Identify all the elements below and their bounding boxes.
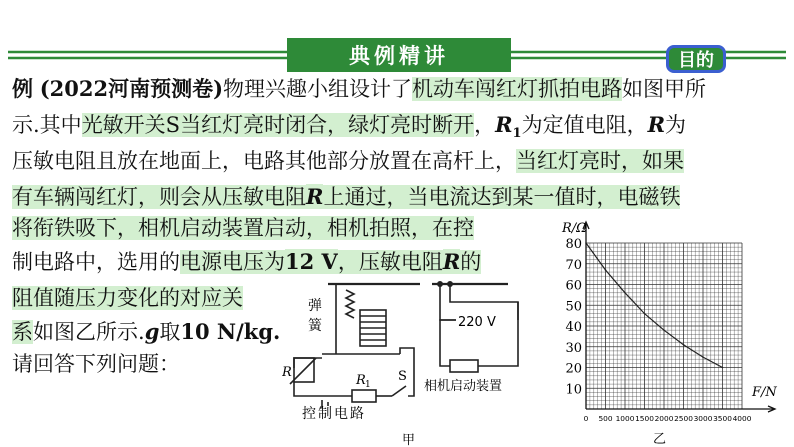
problem-line (12, 144, 684, 178)
y-tick-label: 20 (565, 361, 582, 377)
problem-line (12, 72, 706, 106)
caption-jia: 甲 (402, 433, 416, 447)
problem-text-segment: 12 V (285, 249, 338, 274)
problem-text-segment: 有车辆闯红灯，则会从压敏电阻 (12, 185, 306, 209)
wire-220 (440, 320, 456, 366)
x-tick-label: 500 (598, 414, 613, 423)
problem-text-segment: 光敏开关S当红灯亮时闭合，绿灯亮时断开 (81, 113, 475, 137)
x-tick-label: 1500 (635, 414, 654, 423)
label-spring-1: 弹 (308, 298, 322, 314)
problem-text-segment: g (144, 319, 160, 344)
problem-text-segment: 物理兴趣小组设计了 (223, 77, 413, 101)
problem-text-segment: ，压敏电阻 (337, 250, 443, 274)
problem-text-segment (33, 77, 40, 101)
curve-point (585, 242, 587, 244)
problem-text-segment: R (306, 184, 324, 209)
y-tick-label: 50 (565, 299, 582, 315)
curve-point (644, 313, 646, 315)
x-tick-label: 3000 (693, 414, 713, 423)
label-spring-2: 簧 (308, 318, 322, 334)
problem-text-segment: 的 (460, 250, 482, 274)
y-axis-label: R/Ω (562, 221, 587, 236)
y-tick-label: 60 (565, 278, 582, 294)
problem-text-segment: 电源电压为 (180, 250, 285, 274)
caption-yi: 乙 (653, 432, 667, 447)
problem-line (12, 180, 680, 214)
problem-line (12, 347, 180, 381)
problem-text-segment: 机动车闯红灯抓拍电路 (412, 77, 623, 101)
problem-line (12, 211, 474, 245)
curve-point (722, 367, 724, 369)
contact-point (447, 281, 453, 287)
problem-text-segment: 示.其中 (12, 113, 82, 137)
problem-text-segment: 压敏电阻且放在地面上，电路其他部分放置在高杆上， (12, 149, 516, 173)
label-camera-device: 相机启动装置 (424, 379, 503, 394)
label-control-circuit: 控制电路 (302, 406, 366, 422)
label-S: S (398, 369, 407, 384)
resistor-R1 (352, 390, 376, 402)
problem-line (12, 315, 280, 349)
problem-text-segment: ， (474, 113, 496, 137)
x-tick-label: 2500 (674, 414, 693, 423)
y-tick-label: 30 (565, 340, 582, 356)
curve-point (683, 344, 685, 346)
problem-line (12, 245, 481, 279)
label-voltage: 220 V (458, 315, 496, 330)
problem-line (12, 281, 243, 315)
problem-text-segment: 如图乙所示. (33, 320, 145, 344)
problem-text-segment: (2022河南预测卷) (39, 76, 224, 101)
problem-text-segment: 如图甲所 (622, 77, 707, 101)
x-tick-label: 0 (583, 414, 589, 423)
curve-point (605, 269, 607, 271)
problem-text-segment: 当红灯亮时，如果 (516, 149, 684, 173)
goal-badge[interactable]: 目的 (666, 45, 726, 73)
curve-point (663, 329, 665, 331)
circuit-diagram-jia (282, 276, 548, 447)
section-title: 典例精讲 (287, 38, 511, 72)
problem-text-segment: 请回答下列问题： (12, 352, 180, 376)
wire-camera-right (478, 302, 518, 366)
problem-text-segment: 上通过，当电流达到某一值时，电磁铁 (323, 185, 681, 209)
problem-text-segment: 10 N/kg. (180, 319, 281, 344)
wire-control-bottom (294, 382, 352, 396)
chart-yi (548, 210, 794, 447)
y-tick-label: 10 (565, 382, 582, 398)
label-R: R (282, 365, 292, 380)
problem-text-segment: 1 (512, 126, 522, 142)
x-tick-label: 2000 (654, 414, 674, 423)
x-axis-label: F/N (752, 385, 777, 400)
label-R1: R (356, 373, 366, 388)
x-tick-label: 4000 (732, 414, 752, 423)
problem-text-segment: 为 (665, 113, 687, 137)
problem-text-segment: 为定值电阻， (521, 113, 648, 137)
spring (346, 290, 354, 318)
problem-text-segment: 阻值随压力变化的对应关 (12, 286, 243, 310)
x-tick-label: 3500 (713, 414, 732, 423)
contact-point (437, 281, 443, 287)
label-R1-sub: 1 (365, 380, 371, 390)
problem-text-segment: 取 (159, 320, 181, 344)
y-tick-label: 70 (565, 257, 582, 273)
problem-text-segment: R (647, 112, 666, 137)
problem-text-segment: R (495, 112, 513, 137)
y-tick-label: 40 (565, 320, 582, 335)
problem-text-segment: 系 (12, 320, 33, 344)
problem-text-segment: 将衔铁吸下，相机启动装置启动，相机拍照，在控 (12, 216, 474, 240)
curve-point (624, 292, 626, 294)
problem-text-segment: 制电路中，选用的 (12, 250, 180, 274)
y-tick-label: 80 (565, 237, 582, 252)
problem-text-segment: 例 (12, 76, 33, 101)
problem-text-segment: R (442, 249, 461, 274)
x-tick-label: 1000 (615, 414, 635, 423)
camera-resistor (450, 360, 478, 372)
curve-point (702, 356, 704, 358)
switch-S (392, 386, 406, 396)
